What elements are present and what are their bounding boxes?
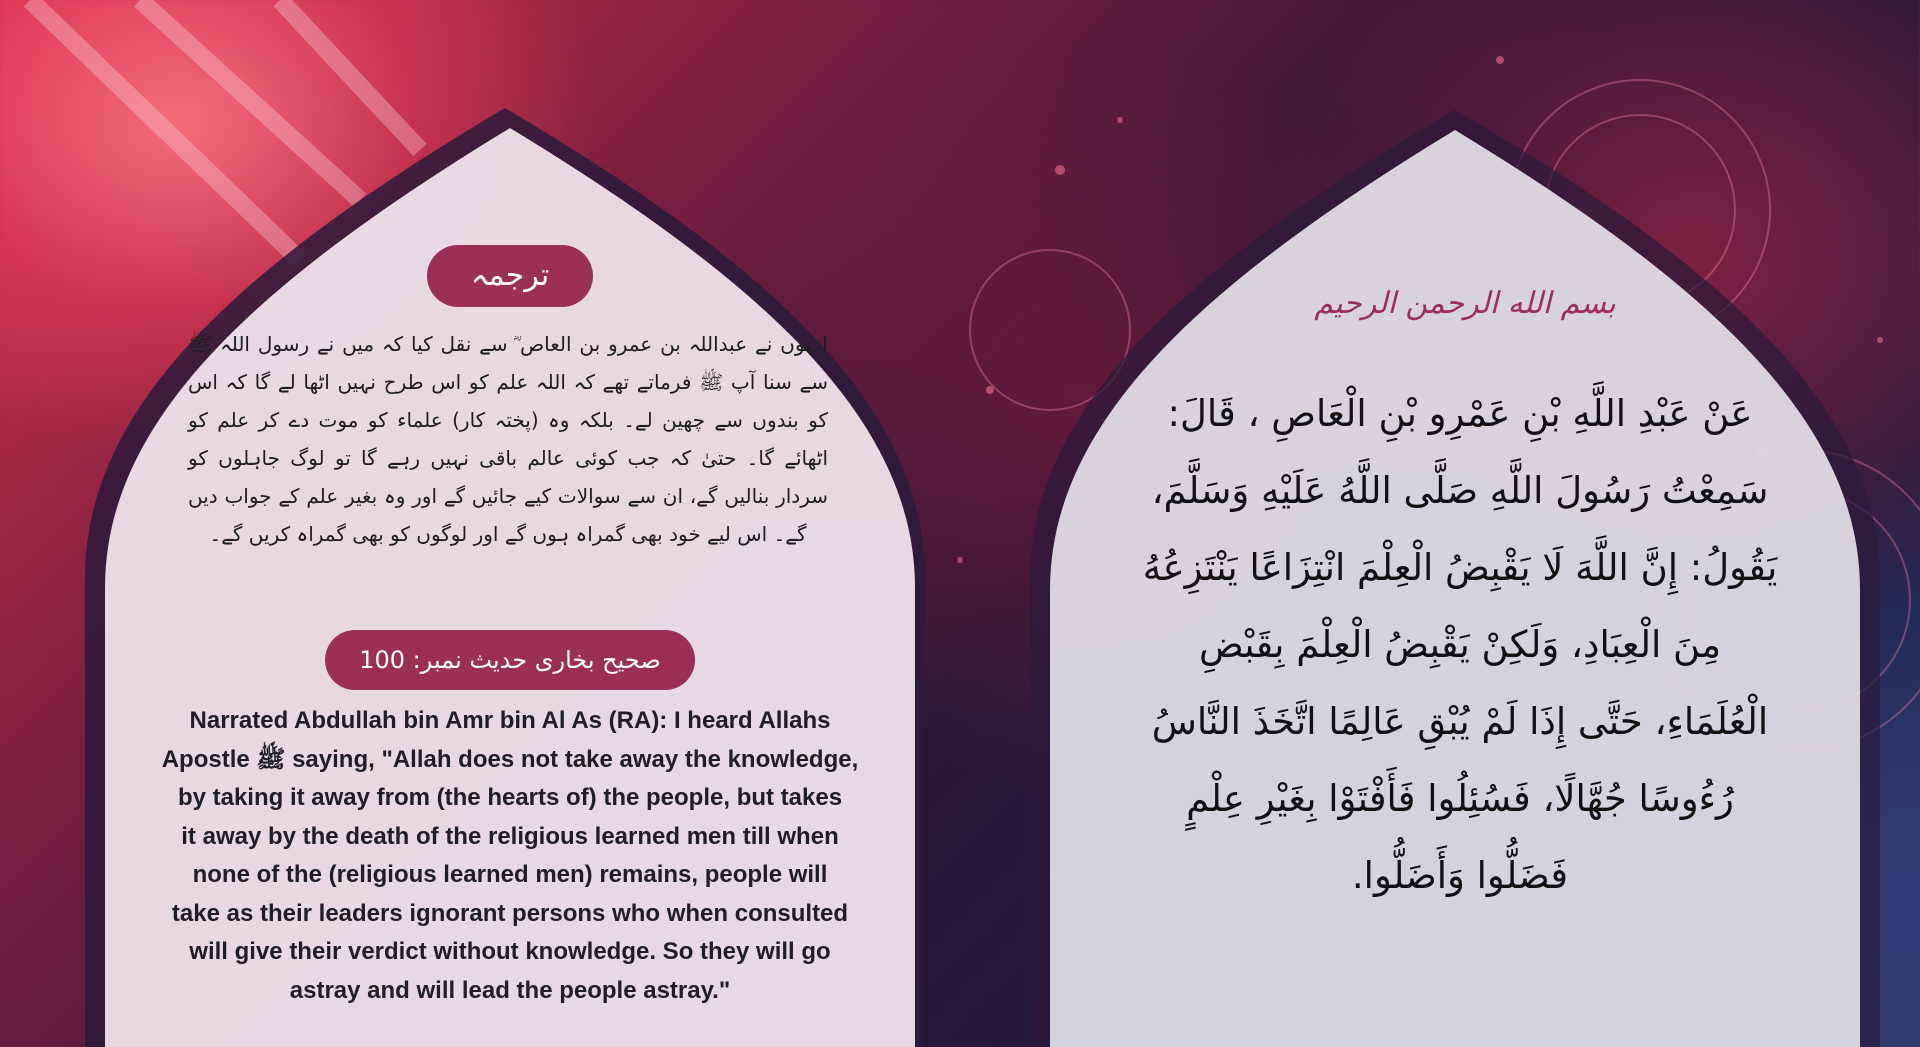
urdu-translation-text: انہوں نے عبداللہ بن عمرو بن العاص ؓ سے نقل کیا کہ میں نے رسول اللہ ﷺ سے سنا آپ ﷺ فرماتے تھے کہ اللہ علم کو اس طرح نہیں اٹھا لے گا کہ اس کو بندوں سے چھین لے۔ بلکہ وہ (پختہ کار) علماء کو موت دے کر علم کو اٹھائے گا۔ حتیٰ کہ جب کوئی عالم باقی نہیں رہے گا تو لوگ جاہلوں کو سردار بنالیں گے، ان سے سوالات کیے جائیں گے اور وہ بغیر علم کے جواب دیں گے۔ اس لیے خود بھی گمراہ ہوں گے اور لوگوں کو بھی گمراہ کریں گے۔ <box>188 332 828 546</box>
translation-heading: ترجمہ <box>427 245 593 307</box>
english-line: none of the (religious learned men) remains, people will <box>192 861 828 888</box>
english-translation <box>140 702 880 1010</box>
english-line: Apostle ﷺ saying, "Allah does not take away the knowledge, <box>161 745 859 773</box>
arabic-line: مِنَ الْعِبَادِ، وَلَكِنْ يَقْبِضُ الْعِلْمَ بِقَبْضِ <box>1198 623 1722 666</box>
english-line: astray and will lead the people astray." <box>289 976 731 1004</box>
arabic-line: الْعُلَمَاءِ، حَتَّى إِذَا لَمْ يُبْقِ عَالِمًا اتَّخَذَ النَّاسُ <box>1151 700 1769 743</box>
arabic-line: سَمِعْتُ رَسُولَ اللَّهِ صَلَّى اللَّهُ عَلَيْهِ وَسَلَّمَ، <box>1151 469 1769 512</box>
arabic-line: فَضَلُّوا وَأَضَلُّوا. <box>1351 854 1569 897</box>
arabic-line: عَنْ عَبْدِ اللَّهِ بْنِ عَمْرِو بْنِ الْعَاصِ ، قَالَ: <box>1167 392 1753 435</box>
arabic-hadith-text <box>1110 375 1810 914</box>
english-line: Narrated Abdullah bin Amr bin Al As (RA): I heard Allahs <box>189 707 831 734</box>
english-line: will give their verdict without knowledge. So they will go <box>189 938 831 965</box>
arabic-line: رُءُوسًا جُهَّالًا، فَسُئِلُوا فَأَفْتَوْا بِغَيْرِ عِلْمٍ <box>1186 777 1734 820</box>
hadith-reference-badge: صحیح بخاری حدیث نمبر: 100 <box>325 630 695 690</box>
arabic-line: يَقُولُ: إِنَّ اللَّهَ لَا يَقْبِضُ الْعِلْمَ انْتِزَاعًا يَنْتَزِعُهُ <box>1142 546 1778 589</box>
english-line: take as their leaders ignorant persons who when consulted <box>171 899 849 927</box>
english-line: it away by the death of the religious learned men till when <box>181 822 839 850</box>
english-line: by taking it away from (the hearts of) the people, but takes <box>177 784 843 811</box>
bismillah-calligraphy: بسم الله الرحمن الرحيم <box>1314 286 1616 321</box>
